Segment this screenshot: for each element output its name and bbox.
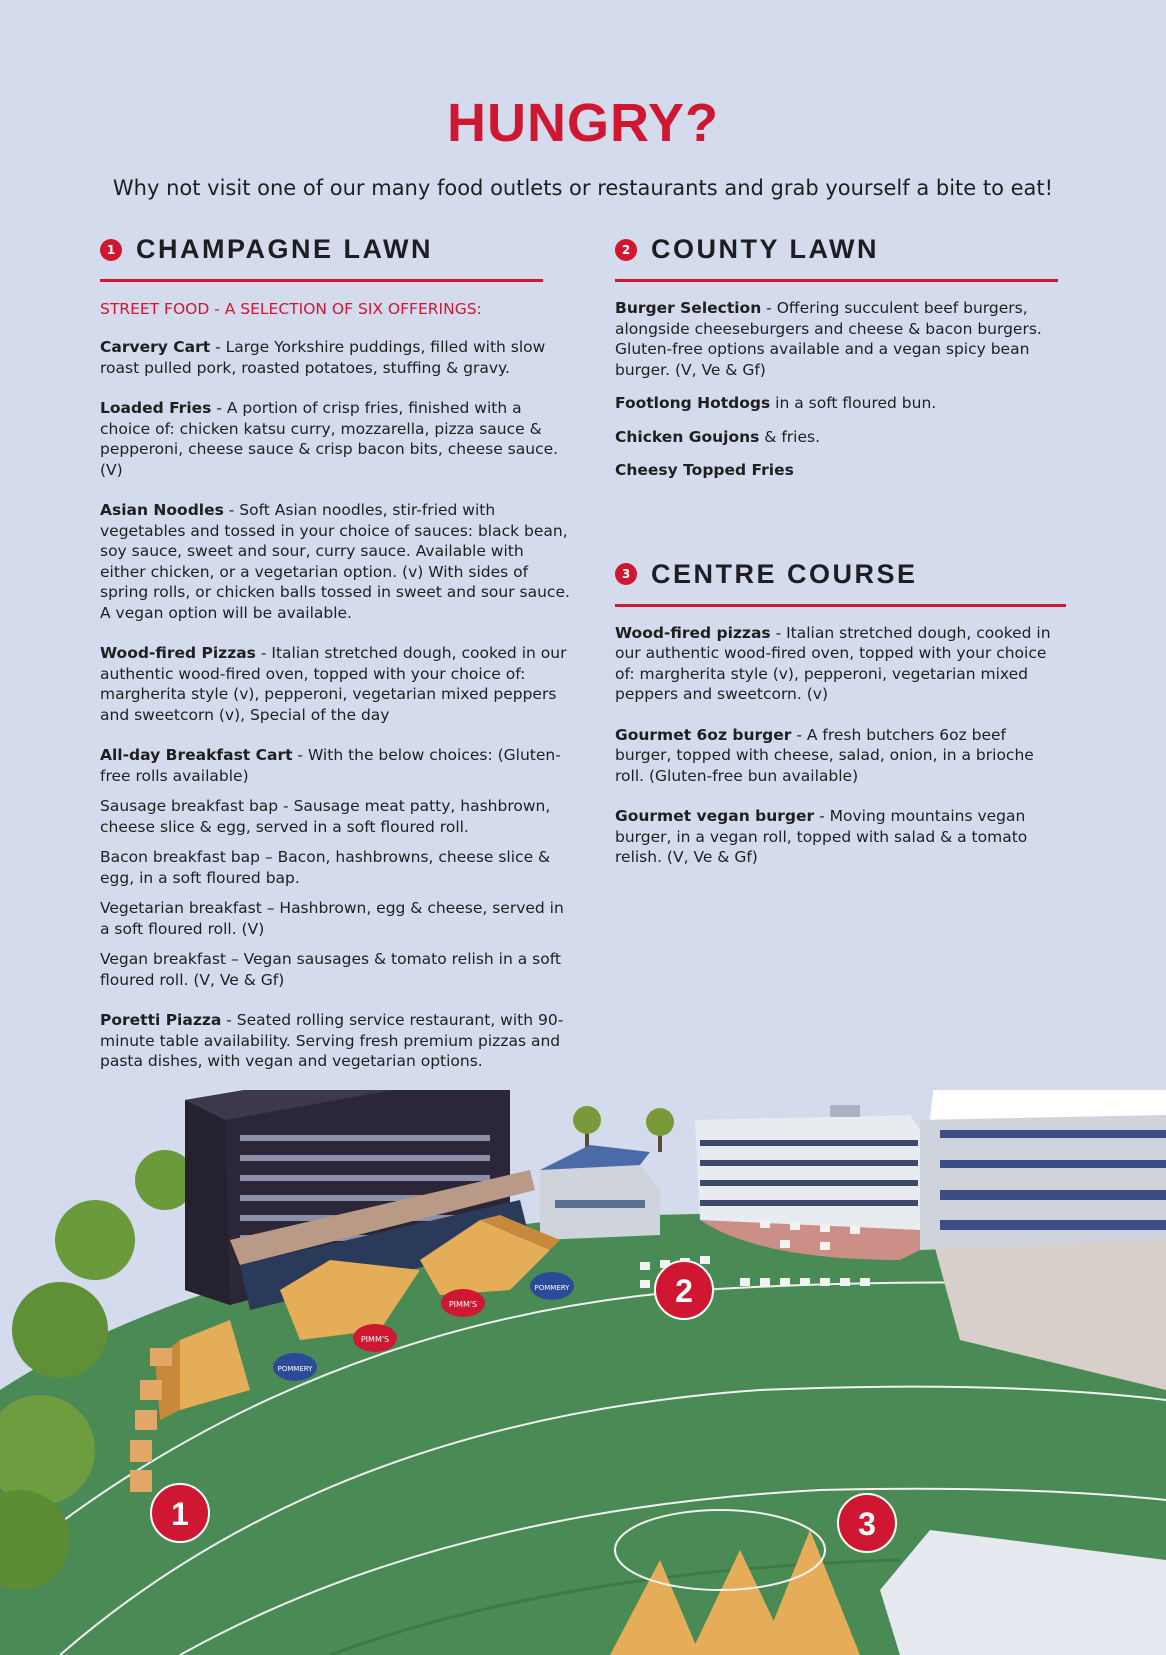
- menu-item-name: Poretti Piazza: [100, 1011, 222, 1029]
- map-marker-3: [838, 1494, 896, 1552]
- menu-item-name: Wood-fired Pizzas: [100, 644, 256, 662]
- menu-item-desc: - Italian stretched dough, cooked in our authentic wood-fired oven, topped with your choice of: margherita style (v), pepperoni, vegetarian mixed peppers and sweetcorn. (v): [615, 623, 1051, 703]
- menu-item: [615, 298, 1065, 380]
- menu-item-name: Gourmet vegan burger: [615, 807, 815, 825]
- pommery-label: POMMERY: [534, 1284, 570, 1292]
- page-subtitle: Why not visit one of our many food outlets or restaurants and grab yourself a bite to eat!: [112, 176, 1054, 200]
- menu-item: [615, 623, 1065, 705]
- county-lawn-section: [615, 234, 1065, 868]
- menu-item-desc: & fries.: [759, 427, 820, 446]
- page-title: HUNGRY?: [447, 93, 719, 153]
- menu-item-desc: in a soft floured bun.: [770, 394, 937, 412]
- pimms-umbrella: [441, 1289, 485, 1317]
- menu-item-name: Wood-fired pizzas: [615, 623, 771, 642]
- menu-item-name: Carvery Cart: [100, 338, 211, 356]
- menu-item-name: Asian Noodles: [100, 501, 224, 519]
- menu-item: [100, 643, 570, 725]
- menu-item-name: Chicken Goujons: [615, 427, 760, 446]
- menu-item: [100, 1010, 570, 1072]
- section-number-badge: 2: [615, 239, 637, 261]
- menu-item: [615, 460, 1065, 481]
- menu-item-desc: - A fresh butchers 6oz beef burger, topped with cheese, salad, onion, in a brioche roll. (Gluten-free bun available): [615, 725, 1034, 785]
- menu-item: [100, 398, 570, 480]
- section-header: [615, 559, 1065, 590]
- section-title: CENTRE COURSE: [651, 558, 918, 589]
- map-marker-1: [151, 1484, 209, 1542]
- centre-course-section: [615, 559, 1065, 868]
- pavilion-building: [540, 1145, 660, 1240]
- menu-item-name: Footlong Hotdogs: [615, 394, 771, 412]
- menu-item-desc: - Moving mountains vegan burger, in a vegan roll, topped with salad & a tomato relish. (V, Ve & Gf): [615, 807, 1028, 866]
- menu-item-name: Gourmet 6oz burger: [615, 725, 792, 744]
- venue-map-illustration: [0, 1090, 1166, 1655]
- marker-2-label: 2: [675, 1273, 693, 1309]
- pimms-label: PIMM'S: [448, 1300, 478, 1309]
- menu-item-name: Burger Selection: [615, 299, 762, 317]
- menu-item-desc: - Soft Asian noodles, stir-fried with vegetables and tossed in your choice of sauces: black bean, soy sauce, sweet and sour, curry sauce. Available with either chicken, or a vegetarian option. (v) With sides of spring rolls, or chicken balls tossed in sweet and sour sauce. A vegan option will be available.: [100, 501, 570, 622]
- breakfast-option: Sausage breakfast bap - Sausage meat patty, hashbrown, cheese slice & egg, served in a soft floured roll.: [100, 797, 551, 836]
- breakfast-option: Vegetarian breakfast – Hashbrown, egg & cheese, served in a soft floured roll. (V): [100, 899, 564, 938]
- section-number-badge: 3: [615, 563, 637, 585]
- menu-item-desc: - A portion of crisp fries, finished with a choice of: chicken katsu curry, mozzarella, pizza sauce & pepperoni, cheese sauce & crisp bacon bits, cheese sauce. (V): [100, 399, 559, 479]
- menu-item: [615, 725, 1065, 787]
- menu-item-desc: - Seated rolling service restaurant, with 90-minute table availability. Serving fresh premium pizzas and pasta dishes, with vegan and vegetarian options.: [100, 1011, 564, 1070]
- pommery-label: POMMERY: [277, 1365, 313, 1373]
- breakfast-option: Vegan breakfast – Vegan sausages & tomato relish in a soft floured roll. (V, Ve & Gf): [100, 950, 561, 989]
- pimms-label: PIMM'S: [360, 1335, 390, 1344]
- champagne-lawn-section: [100, 234, 570, 1072]
- section-header: [100, 234, 570, 265]
- menu-item: [615, 427, 1065, 448]
- pommery-umbrella: [273, 1353, 317, 1381]
- menu-item-desc: - Large Yorkshire puddings, filled with slow roast pulled pork, roasted potatoes, stuffing & gravy.: [100, 338, 546, 377]
- map-marker-2: [655, 1261, 713, 1319]
- section-divider: [100, 279, 543, 282]
- menu-item-name: Loaded Fries: [100, 399, 212, 417]
- menu-item-desc: - Offering succulent beef burgers, alongside cheeseburgers and cheese & bacon burgers. Gluten-free options available and a vegan spicy bean burger. (V, Ve & Gf): [615, 299, 1042, 379]
- street-food-subheading: STREET FOOD - A SELECTION OF SIX OFFERINGS:: [100, 300, 482, 318]
- breakfast-option: Bacon breakfast bap – Bacon, hashbrowns, cheese slice & egg, in a soft floured bap.: [100, 848, 551, 887]
- menu-item-desc: - Italian stretched dough, cooked in our authentic wood-fired oven, topped with your choice of: margherita style (v), pepperoni, vegetarian mixed peppers and sweetcorn (v), Special of the day: [100, 644, 567, 724]
- menu-item: [615, 393, 1065, 414]
- menu-item-desc: - With the below choices: (Gluten-free rolls available): [100, 746, 561, 785]
- section-divider: [615, 604, 1066, 607]
- section-title: CHAMPAGNE LAWN: [136, 234, 433, 264]
- grandstand-right: [920, 1090, 1166, 1250]
- menu-item: [100, 745, 570, 786]
- pimms-umbrella: [353, 1324, 397, 1352]
- section-number-badge: 1: [100, 239, 122, 261]
- section-title: COUNTY LAWN: [651, 234, 879, 264]
- pommery-umbrella: [530, 1272, 574, 1300]
- menu-item-name: All-day Breakfast Cart: [100, 746, 293, 764]
- section-header: [615, 234, 1065, 265]
- marker-1-label: 1: [171, 1496, 189, 1532]
- section-divider: [615, 279, 1058, 282]
- menu-item-name: Cheesy Topped Fries: [615, 461, 794, 479]
- marker-3-label: 3: [858, 1506, 876, 1542]
- menu-item: [615, 806, 1065, 868]
- menu-item: [100, 337, 570, 378]
- grandstand-center: [695, 1105, 920, 1230]
- menu-item: [100, 500, 570, 623]
